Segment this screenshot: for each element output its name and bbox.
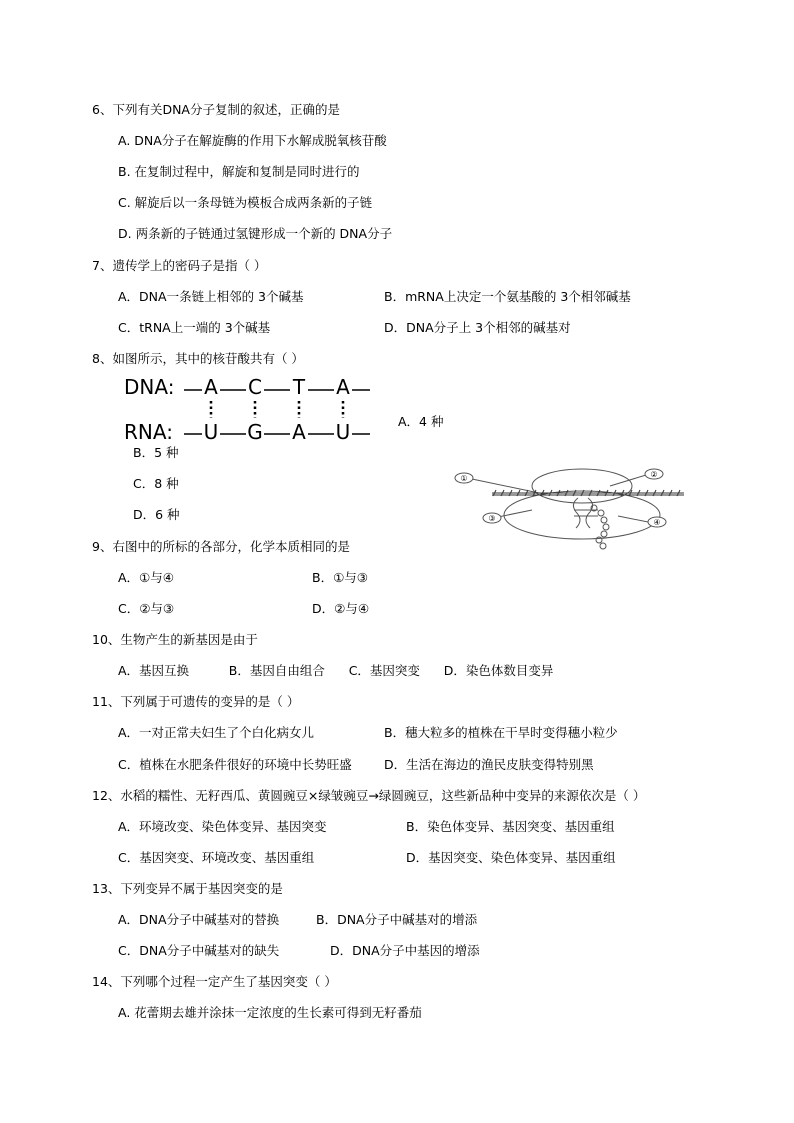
figure-label-4: ④ (653, 518, 661, 527)
q11-stem: 11、下列属于可遗传的变异的是（ ） (92, 694, 300, 709)
q14-stem: 14、下列哪个过程一定产生了基因突变（ ） (92, 974, 337, 989)
q13-option-c: C．DNA分子中碱基对的缺失 (118, 943, 280, 958)
q7-stem: 7、遗传学上的密码子是指（ ） (92, 258, 267, 273)
q6-option-a: A. DNA分子在解旋酶的作用下水解成脱氧核苷酸 (118, 133, 387, 148)
q8-option-a: A．4 种 (398, 414, 444, 429)
q6-option-c: C. 解旋后以一条母链为模板合成两条新的子链 (118, 195, 373, 210)
q12-stem: 12、水稻的糯性、无籽西瓜、黄圆豌豆×绿皱豌豆→绿圆豌豆，这些新品种中变异的来源依次是（ ） (92, 788, 646, 803)
q12-option-a: A．环境改变、染色体变异、基因突变 (118, 819, 327, 834)
q13-option-d: D．DNA分子中基因的增添 (330, 943, 480, 958)
dna-base-2: C (248, 375, 262, 399)
rna-label: RNA: (124, 420, 173, 444)
q11-option-c: C．植株在水肥条件很好的环境中长势旺盛 (118, 757, 352, 772)
q8-option-d: D．6 种 (133, 507, 180, 522)
q6-option-b: B. 在复制过程中，解旋和复制是同时进行的 (118, 164, 360, 179)
rna-base-3: A (292, 420, 306, 444)
q8-option-c: C．8 种 (133, 476, 179, 491)
rna-base-2: G (247, 420, 263, 444)
dna-base-1: A (204, 375, 218, 399)
dna-rna-diagram (122, 372, 394, 444)
q9-option-c: C．②与③ (118, 601, 175, 616)
q9-option-d: D．②与④ (312, 601, 370, 616)
figure-label-3: ③ (488, 514, 496, 523)
q11-option-b: B．穗大粒多的植株在干旱时变得穗小粒少 (384, 725, 618, 740)
q10-stem: 10、生物产生的新基因是由于 (92, 632, 258, 647)
q11-option-d: D．生活在海边的渔民皮肤变得特别黑 (384, 757, 594, 772)
dna-label: DNA: (124, 375, 175, 399)
ribosome-figure (452, 464, 688, 554)
q12-option-b: B．染色体变异、基因突变、基因重组 (406, 819, 615, 834)
q13-stem: 13、下列变异不属于基因突变的是 (92, 881, 283, 896)
q7-option-a: A．DNA一条链上相邻的 3个碱基 (118, 289, 304, 304)
q10-options: A．基因互换 B．基因自由组合 C．基因突变 D．染色体数目变异 (118, 663, 554, 678)
q6-option-d: D. 两条新的子链通过氢键形成一个新的 DNA分子 (118, 226, 393, 241)
q13-option-a: A．DNA分子中碱基对的替换 (118, 912, 280, 927)
q14-option-a: A. 花蕾期去雄并涂抹一定浓度的生长素可得到无籽番茄 (118, 1005, 422, 1020)
q8-option-b: B．5 种 (133, 445, 179, 460)
q11-option-a: A．一对正常夫妇生了个白化病女儿 (118, 725, 315, 740)
rna-base-4: U (335, 420, 351, 444)
q7-option-b: B．mRNA上决定一个氨基酸的 3个相邻碱基 (384, 289, 631, 304)
q13-option-b: B．DNA分子中碱基对的增添 (316, 912, 478, 927)
q12-option-d: D．基因突变、染色体变异、基因重组 (406, 850, 616, 865)
dna-base-4: A (336, 375, 350, 399)
dna-base-3: T (292, 375, 306, 399)
figure-label-1: ① (460, 474, 468, 483)
q7-option-c: C．tRNA上一端的 3个碱基 (118, 320, 271, 335)
q9-stem: 9、右图中的所标的各部分，化学本质相同的是 (92, 539, 350, 554)
q9-option-a: A．①与④ (118, 570, 174, 585)
q8-stem: 8、如图所示，其中的核苷酸共有（ ） (92, 351, 304, 366)
figure-label-2: ② (650, 470, 658, 479)
q6-stem: 6、下列有关DNA分子复制的叙述，正确的是 (92, 102, 340, 117)
q9-option-b: B．①与③ (312, 570, 368, 585)
q7-option-d: D．DNA分子上 3个相邻的碱基对 (384, 320, 571, 335)
rna-base-1: U (203, 420, 219, 444)
q12-option-c: C．基因突变、环境改变、基因重组 (118, 850, 315, 865)
